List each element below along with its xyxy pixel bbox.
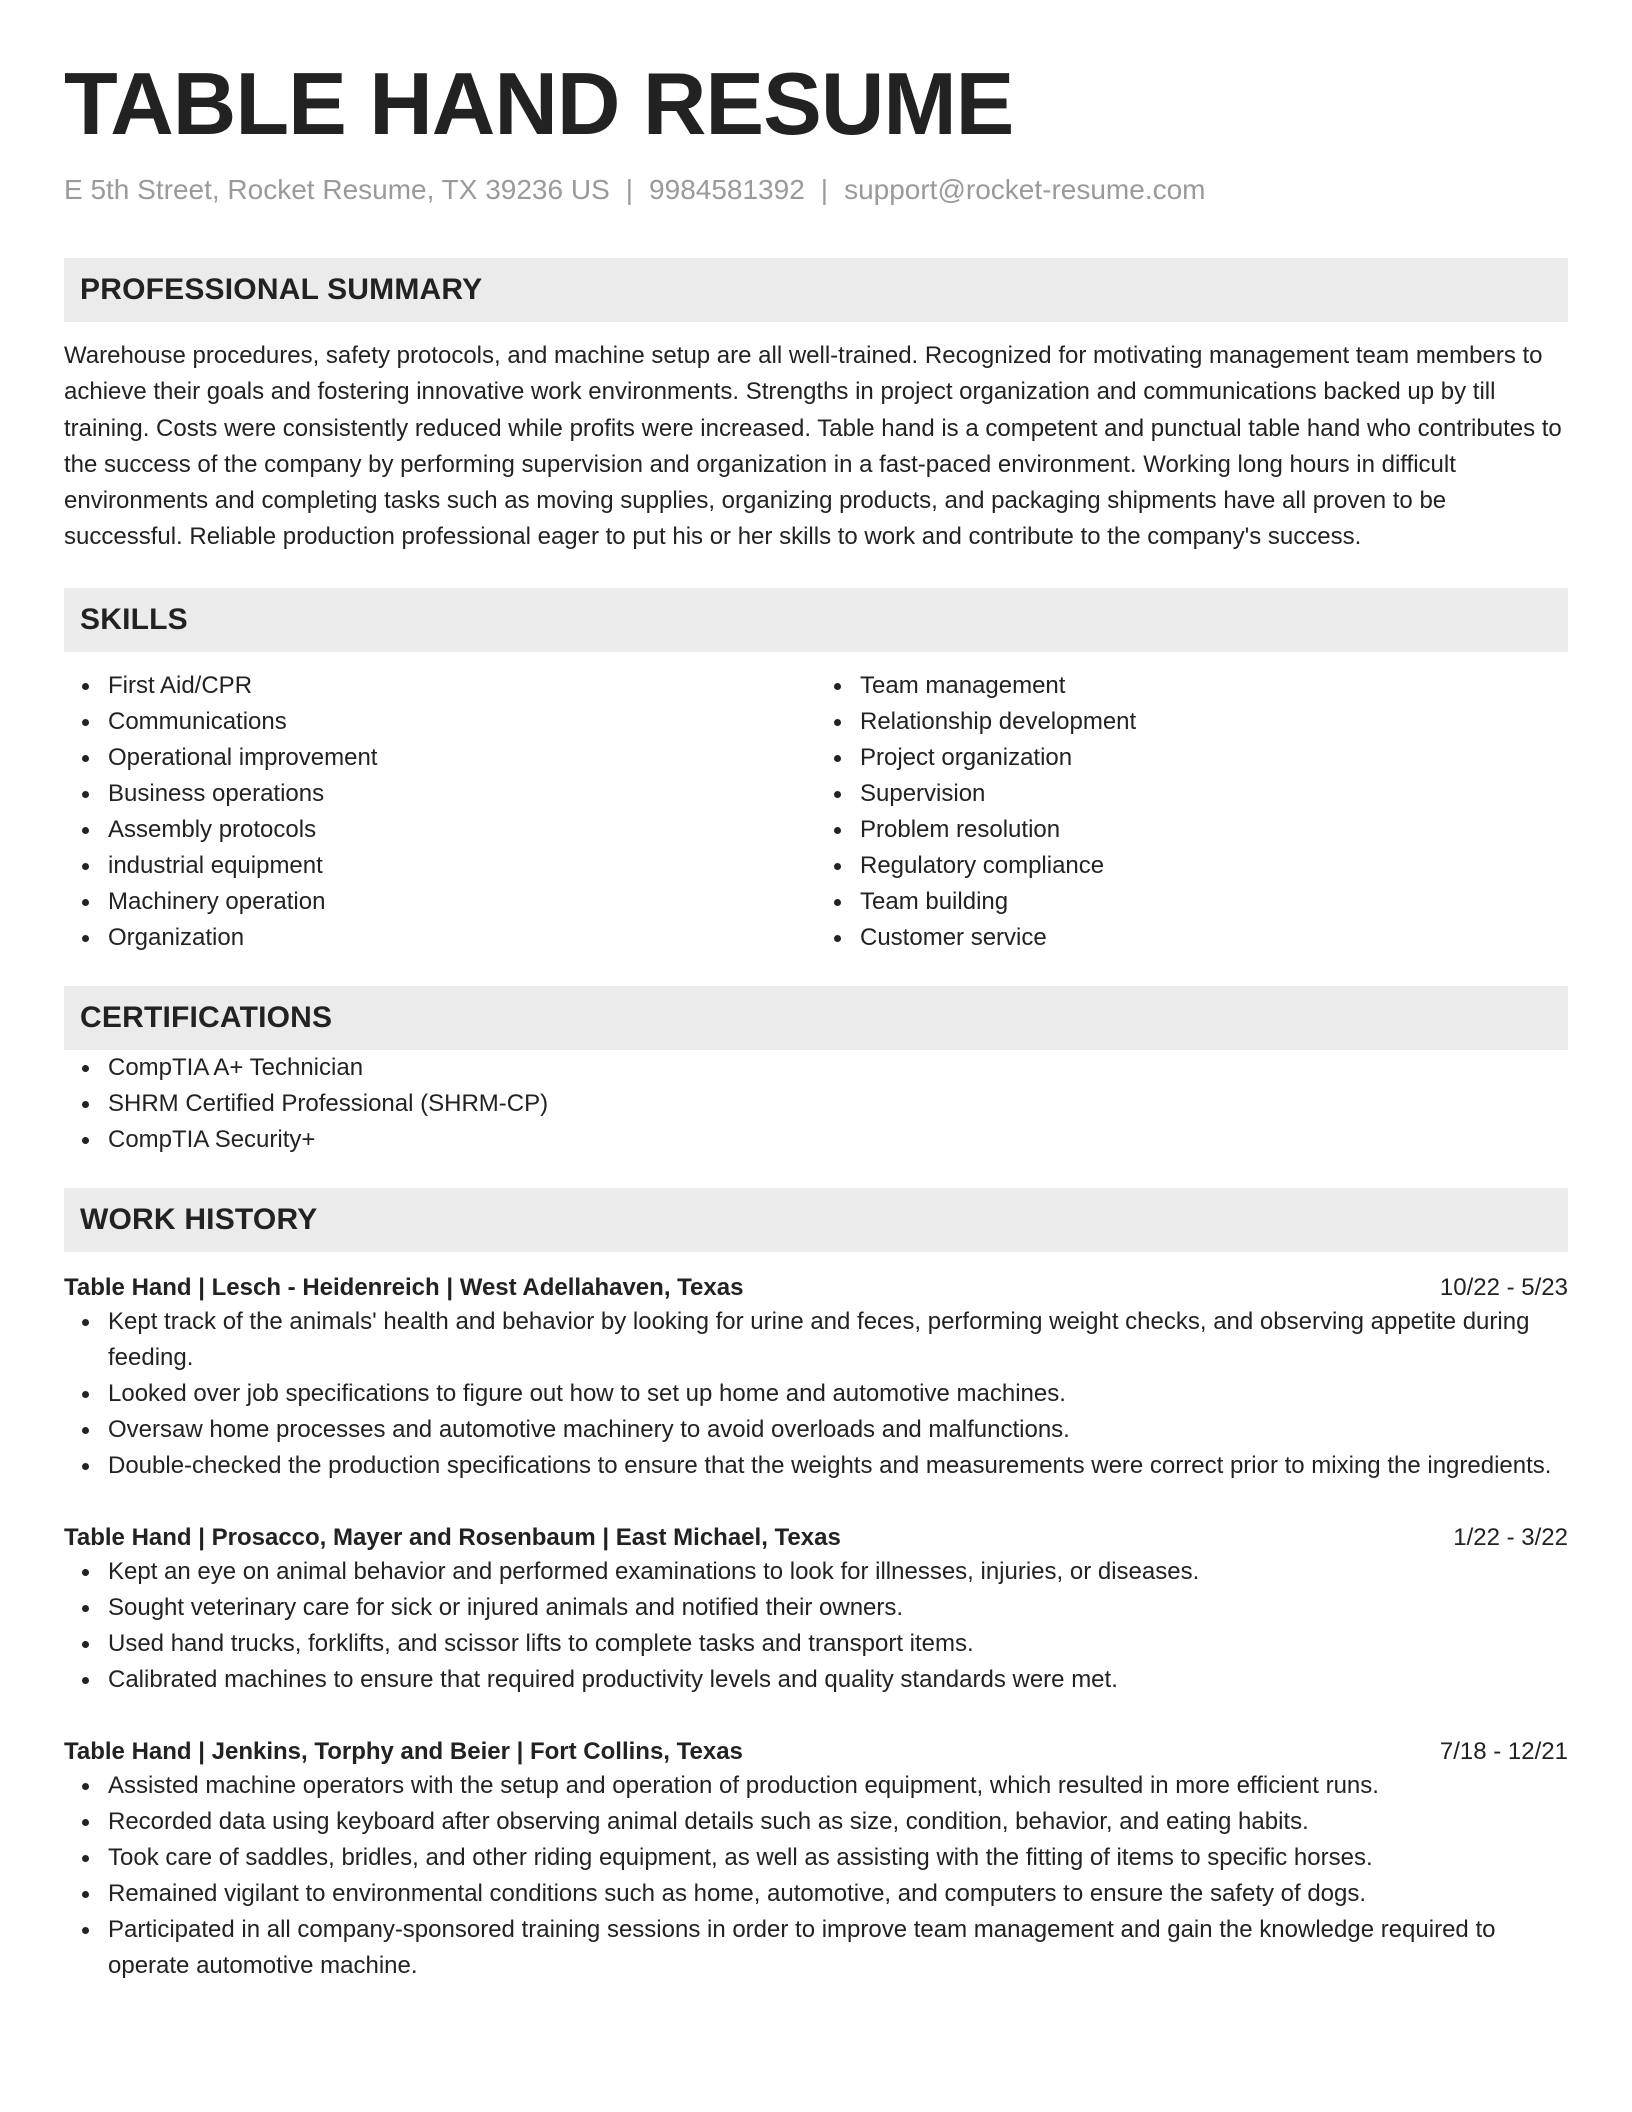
- job-duty-item: Recorded data using keyboard after observing animal details such as size, condition, behavior, and eating habits.: [108, 1804, 1568, 1840]
- job-duty-item: Sought veterinary care for sick or injured animals and notified their owners.: [108, 1590, 1568, 1626]
- skill-item: First Aid/CPR: [108, 668, 816, 704]
- contact-separator: |: [625, 174, 634, 205]
- job-duty-item: Took care of saddles, bridles, and other riding equipment, as well as assisting with the fitting of items to specific horses.: [108, 1840, 1568, 1876]
- job-duty-item: Participated in all company-sponsored training sessions in order to improve team management and gain the knowledge required to operate automotive machine.: [108, 1912, 1568, 1984]
- skill-item: Regulatory compliance: [860, 848, 1568, 884]
- certification-item: SHRM Certified Professional (SHRM-CP): [108, 1086, 1568, 1122]
- skills-column-left: [64, 668, 816, 956]
- section-header-work-history: WORK HISTORY: [64, 1188, 1568, 1252]
- skill-item: Team building: [860, 884, 1568, 920]
- contact-address: E 5th Street, Rocket Resume, TX 39236 US: [64, 174, 610, 205]
- job-duties: [64, 1768, 1568, 1984]
- skill-item: Relationship development: [860, 704, 1568, 740]
- contact-separator: |: [820, 174, 829, 205]
- job-duty-item: Kept an eye on animal behavior and performed examinations to look for illnesses, injuries, or diseases.: [108, 1554, 1568, 1590]
- section-header-skills: SKILLS: [64, 588, 1568, 652]
- skill-item: Team management: [860, 668, 1568, 704]
- job-duty-item: Remained vigilant to environmental conditions such as home, automotive, and computers to ensure the safety of dogs.: [108, 1876, 1568, 1912]
- job-duty-item: Looked over job specifications to figure out how to set up home and automotive machines.: [108, 1376, 1568, 1412]
- skill-item: Communications: [108, 704, 816, 740]
- job-duty-item: Used hand trucks, forklifts, and scissor lifts to complete tasks and transport items.: [108, 1626, 1568, 1662]
- job-title: Table Hand | Prosacco, Mayer and Rosenbaum | East Michael, Texas: [64, 1523, 841, 1551]
- skill-item: Assembly protocols: [108, 812, 816, 848]
- job-duty-item: Kept track of the animals' health and behavior by looking for urine and feces, performing weight checks, and observing appetite during feeding.: [108, 1304, 1568, 1376]
- job-header: [64, 1736, 1568, 1768]
- job-duty-item: Assisted machine operators with the setup and operation of production equipment, which resulted in more efficient runs.: [108, 1768, 1568, 1804]
- contact-email: support@rocket-resume.com: [844, 174, 1206, 205]
- job-duties: [64, 1554, 1568, 1698]
- certification-item: CompTIA Security+: [108, 1122, 1568, 1158]
- skill-item: Problem resolution: [860, 812, 1568, 848]
- job-duty-item: Oversaw home processes and automotive machinery to avoid overloads and malfunctions.: [108, 1412, 1568, 1448]
- job-entry: [64, 1272, 1568, 1484]
- skill-item: Operational improvement: [108, 740, 816, 776]
- job-duty-item: Calibrated machines to ensure that required productivity levels and quality standards were met.: [108, 1662, 1568, 1698]
- certification-list: [64, 1050, 1568, 1158]
- job-title: Table Hand | Lesch - Heidenreich | West Adellahaven, Texas: [64, 1273, 744, 1301]
- contact-phone: 9984581392: [649, 174, 805, 205]
- certification-item: CompTIA A+ Technician: [108, 1050, 1568, 1086]
- job-title: Table Hand | Jenkins, Torphy and Beier | Fort Collins, Texas: [64, 1737, 743, 1765]
- skill-item: Organization: [108, 920, 816, 956]
- summary-text: Warehouse procedures, safety protocols, and machine setup are all well-trained. Recognized for motivating management team members to achieve their goals and fostering innovative work environments. Strengths in project organization and communications backed up by till training. Costs were consistently reduced while profits were increased. Table hand is a competent and punctual table hand who contributes to the success of the company by performing supervision and organization in a fast-paced environment. Working long hours in difficult environments and completing tasks such as moving supplies, organizing products, and packaging shipments have all proven to be successful. Reliable production professional eager to put his or her skills to work and contribute to the company's success.: [64, 342, 1562, 551]
- skill-item: Business operations: [108, 776, 816, 812]
- skill-item: Project organization: [860, 740, 1568, 776]
- skill-item: Customer service: [860, 920, 1568, 956]
- job-entry: [64, 1736, 1568, 1984]
- skill-item: Machinery operation: [108, 884, 816, 920]
- skill-item: industrial equipment: [108, 848, 816, 884]
- section-header-certifications: CERTIFICATIONS: [64, 986, 1568, 1050]
- job-header: [64, 1272, 1568, 1304]
- job-duties: [64, 1304, 1568, 1484]
- section-header-summary: PROFESSIONAL SUMMARY: [64, 258, 1568, 322]
- job-header: [64, 1522, 1568, 1554]
- job-entry: [64, 1522, 1568, 1698]
- skills-column-right: [816, 668, 1568, 956]
- job-dates: 10/22 - 5/23: [1439, 1273, 1568, 1301]
- skills-grid: [64, 668, 1568, 956]
- job-duty-item: Double-checked the production specifications to ensure that the weights and measurements were correct prior to mixing the ingredients.: [108, 1448, 1568, 1484]
- resume-title: TABLE HAND RESUME: [64, 54, 1014, 153]
- job-dates: 7/18 - 12/21: [1439, 1737, 1568, 1765]
- job-dates: 1/22 - 3/22: [1453, 1523, 1568, 1551]
- contact-line: [64, 172, 1568, 208]
- skill-item: Supervision: [860, 776, 1568, 812]
